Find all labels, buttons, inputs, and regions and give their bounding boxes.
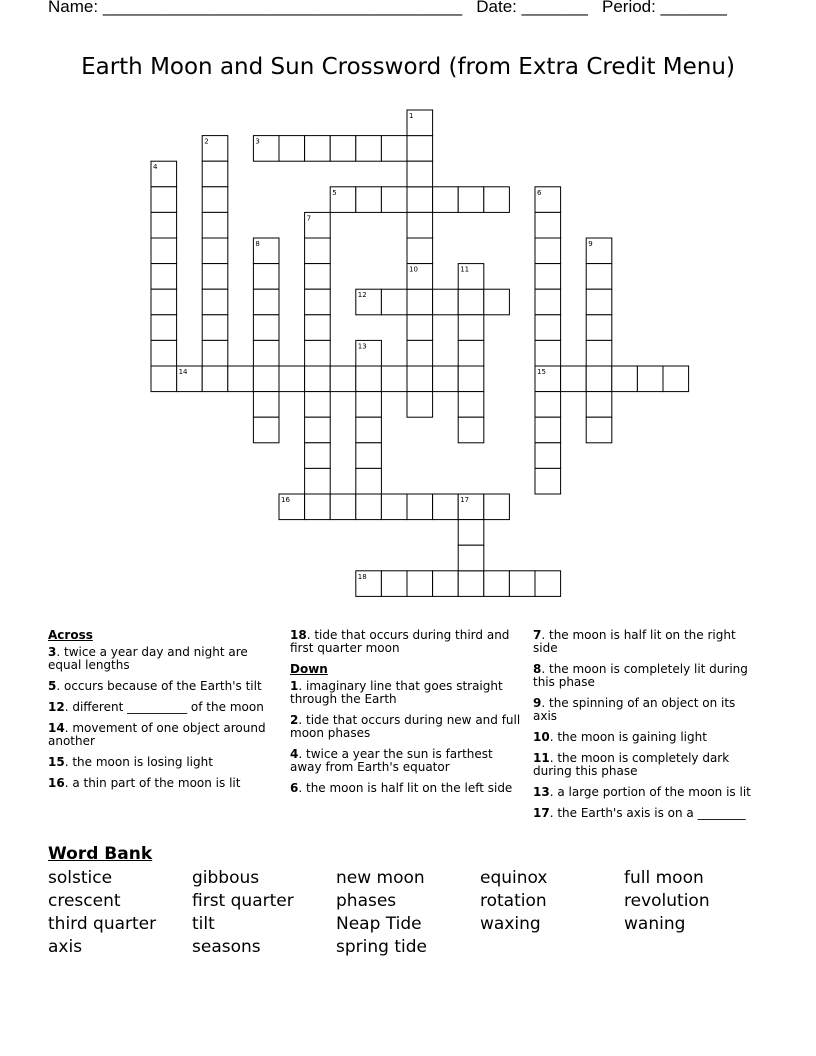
grid-cell[interactable] (356, 494, 382, 520)
grid-cell[interactable] (407, 161, 433, 187)
grid-cell[interactable] (253, 289, 279, 315)
clue-number-label: 1 (409, 112, 414, 120)
grid-cell[interactable] (151, 315, 177, 341)
grid-cell[interactable] (458, 366, 484, 392)
grid-cell[interactable] (305, 494, 331, 520)
grid-cell[interactable] (202, 161, 228, 187)
grid-cell[interactable] (458, 315, 484, 341)
grid-cell[interactable] (586, 417, 612, 443)
grid-cell[interactable] (586, 315, 612, 341)
grid-cell[interactable] (202, 238, 228, 264)
grid-cell[interactable] (535, 571, 561, 597)
clue-number-label: 9 (588, 240, 593, 248)
grid-cell[interactable] (228, 366, 254, 392)
word-bank-item: first quarter (192, 891, 294, 911)
grid-cell[interactable] (484, 289, 510, 315)
grid-cell[interactable] (484, 571, 510, 597)
grid-cell[interactable] (663, 366, 689, 392)
grid-cell[interactable] (202, 340, 228, 366)
word-bank-item: full moon (624, 868, 704, 888)
word-bank-item: rotation (480, 891, 547, 911)
clue-across-16: 16. a thin part of the moon is lit (48, 776, 241, 790)
grid-cell[interactable] (151, 366, 177, 392)
grid-cell[interactable] (356, 417, 382, 443)
clue-number-label: 8 (255, 240, 260, 248)
clues-column-3 (533, 629, 763, 828)
grid-cell[interactable] (151, 264, 177, 290)
clue-down-2: 2. tide that occurs during new and full moon phases (290, 713, 521, 740)
grid-cell[interactable] (305, 289, 331, 315)
grid-cell[interactable] (151, 238, 177, 264)
grid-cell[interactable] (151, 289, 177, 315)
grid-cell[interactable] (381, 136, 407, 162)
grid-cell[interactable] (458, 520, 484, 546)
grid-cell[interactable] (330, 366, 356, 392)
grid-cell[interactable] (561, 366, 587, 392)
clue-across-18: 18. tide that occurs during third and first quarter moon (290, 628, 510, 655)
grid-cell[interactable] (458, 187, 484, 213)
period-label: Period: (602, 0, 656, 16)
grid-cell[interactable] (151, 187, 177, 213)
clue-number-label: 11 (460, 265, 470, 274)
clue-across-12: 12. different __________ of the moon (48, 700, 264, 714)
grid-cell[interactable] (253, 366, 279, 392)
grid-cell[interactable] (151, 340, 177, 366)
grid-cell[interactable] (433, 289, 459, 315)
grid-cell[interactable] (586, 289, 612, 315)
word-bank-item: seasons (192, 937, 261, 957)
grid-cell[interactable] (535, 392, 561, 418)
grid-cell[interactable] (433, 187, 459, 213)
clue-down-13: 13. a large portion of the moon is lit (533, 785, 751, 799)
grid-cell[interactable] (433, 366, 459, 392)
down-heading: Down (290, 662, 328, 676)
clue-number-label: 10 (409, 265, 418, 274)
grid-cell[interactable] (458, 289, 484, 315)
grid-cell[interactable] (509, 571, 535, 597)
clue-number-label: 6 (537, 188, 542, 197)
word-bank-item: waning (624, 914, 686, 934)
period-field[interactable]: _______ (660, 0, 727, 16)
grid-cell[interactable] (356, 468, 382, 494)
grid-cell[interactable] (535, 238, 561, 264)
clues-column-2 (290, 629, 522, 803)
grid-cell[interactable] (535, 289, 561, 315)
word-bank-item: new moon (336, 868, 425, 888)
grid-cell[interactable] (356, 366, 382, 392)
grid-cell[interactable] (305, 468, 331, 494)
grid-cell[interactable] (305, 136, 331, 162)
grid-cell[interactable] (356, 136, 382, 162)
grid-cell[interactable] (202, 212, 228, 238)
grid-cell[interactable] (407, 212, 433, 238)
date-field[interactable]: _______ (521, 0, 588, 16)
grid-cell[interactable] (381, 289, 407, 315)
grid-cell[interactable] (458, 571, 484, 597)
grid-cell[interactable] (535, 340, 561, 366)
grid-cell[interactable] (381, 571, 407, 597)
clue-number-label: 4 (153, 163, 158, 172)
word-bank-item: solstice (48, 868, 113, 888)
grid-cell[interactable] (407, 340, 433, 366)
clue-down-4: 4. twice a year the sun is farthest away from Earth's equator (290, 747, 493, 774)
word-bank-item: equinox (480, 868, 548, 888)
page-title: Earth Moon and Sun Crossword (from Extra Credit Menu) (81, 54, 735, 80)
grid-cell[interactable] (253, 315, 279, 341)
clue-number-label: 13 (357, 342, 367, 351)
grid-cell[interactable] (253, 264, 279, 290)
word-bank-item: tilt (192, 914, 215, 934)
clue-down-9: 9. the spinning of an object on its axis (533, 696, 736, 723)
grid-cell[interactable] (407, 187, 433, 213)
grid-cell[interactable] (305, 392, 331, 418)
grid-cell[interactable] (305, 315, 331, 341)
grid-cell[interactable] (202, 315, 228, 341)
grid-cell[interactable] (586, 392, 612, 418)
clue-number-label: 15 (537, 368, 546, 376)
word-bank-item: third quarter (48, 914, 157, 934)
word-bank (48, 868, 768, 957)
clue-number-label: 2 (204, 137, 209, 146)
clue-down-6: 6. the moon is half lit on the left side (290, 781, 513, 795)
grid-cell[interactable] (407, 571, 433, 597)
grid-cell[interactable] (356, 187, 382, 213)
grid-cell[interactable] (305, 264, 331, 290)
grid-cell[interactable] (279, 136, 305, 162)
grid-cell[interactable] (535, 468, 561, 494)
grid-cell[interactable] (484, 187, 510, 213)
clue-number-label: 5 (332, 188, 337, 197)
clue-down-10: 10. the moon is gaining light (533, 730, 707, 744)
word-bank-item: crescent (48, 891, 121, 911)
grid-cell[interactable] (433, 571, 459, 597)
date-label: Date: (476, 0, 517, 16)
word-bank-item: spring tide (336, 937, 427, 957)
clue-number-label: 17 (460, 496, 470, 504)
grid-cell[interactable] (458, 340, 484, 366)
grid-cell[interactable] (637, 366, 663, 392)
word-bank-item: revolution (624, 891, 710, 911)
clue-number-label: 16 (281, 496, 290, 504)
grid-cell[interactable] (458, 545, 484, 571)
grid-cell[interactable] (151, 212, 177, 238)
name-label: Name: (48, 0, 99, 16)
grid-cell[interactable] (202, 289, 228, 315)
grid-cell[interactable] (253, 392, 279, 418)
grid-cell[interactable] (305, 238, 331, 264)
across-heading: Across (48, 628, 93, 642)
grid-cell[interactable] (330, 494, 356, 520)
grid-cell[interactable] (586, 264, 612, 290)
word-bank-title: Word Bank (48, 844, 153, 864)
grid-cell[interactable] (586, 366, 612, 392)
grid-cell[interactable] (458, 392, 484, 418)
grid-cell[interactable] (535, 417, 561, 443)
grid-cell[interactable] (356, 392, 382, 418)
grid-cell[interactable] (407, 392, 433, 418)
grid-cell[interactable] (535, 264, 561, 290)
grid-cell[interactable] (407, 494, 433, 520)
clue-across-3: 3. twice a year day and night are equal lengths (48, 645, 248, 672)
grid-cell[interactable] (330, 136, 356, 162)
grid-cell[interactable] (356, 443, 382, 469)
grid-cell[interactable] (253, 417, 279, 443)
grid-cell[interactable] (407, 238, 433, 264)
grid-cell[interactable] (202, 264, 228, 290)
grid-cell[interactable] (202, 366, 228, 392)
grid-cell[interactable] (535, 443, 561, 469)
grid-cell[interactable] (407, 366, 433, 392)
clue-down-8: 8. the moon is completely lit during this phase (533, 662, 748, 689)
clue-number-label: 14 (178, 368, 188, 376)
grid-cell[interactable] (433, 494, 459, 520)
clue-number-label: 18 (357, 572, 367, 581)
word-bank-item: phases (336, 891, 397, 911)
grid-cell[interactable] (458, 417, 484, 443)
grid-cell[interactable] (305, 417, 331, 443)
name-field[interactable]: ______________________________________ (102, 0, 463, 16)
grid-cell[interactable] (407, 315, 433, 341)
grid-cell[interactable] (407, 289, 433, 315)
clue-number-label: 7 (306, 214, 312, 223)
word-bank-item: Neap Tide (336, 914, 422, 934)
clue-down-11: 11. the moon is completely dark during this phase (533, 751, 730, 778)
clue-across-5: 5. occurs because of the Earth's tilt (48, 679, 262, 693)
grid-cell[interactable] (253, 340, 279, 366)
grid-cell[interactable] (305, 443, 331, 469)
grid-cell[interactable] (305, 340, 331, 366)
grid-cell[interactable] (535, 212, 561, 238)
grid-cell[interactable] (407, 136, 433, 162)
grid-cell[interactable] (381, 494, 407, 520)
clue-across-14: 14. movement of one object around another (48, 721, 266, 748)
clue-number-label: 12 (357, 291, 367, 300)
grid-cell[interactable] (279, 366, 305, 392)
clues-column-1 (48, 629, 278, 798)
word-bank-item: axis (48, 937, 83, 957)
clue-down-7: 7. the moon is half lit on the right side (533, 628, 736, 655)
grid-cell[interactable] (381, 366, 407, 392)
clue-number-label: 3 (255, 137, 260, 146)
clue-down-1: 1. imaginary line that goes straight through the Earth (290, 679, 503, 706)
grid-cell[interactable] (381, 187, 407, 213)
clue-across-15: 15. the moon is losing light (48, 755, 213, 769)
grid-cell[interactable] (484, 494, 510, 520)
word-bank-item: waxing (480, 914, 541, 934)
grid-cell[interactable] (535, 315, 561, 341)
clue-down-17: 17. the Earth's axis is on a ________ (533, 806, 746, 820)
grid-cell[interactable] (612, 366, 638, 392)
grid-cell[interactable] (202, 187, 228, 213)
grid-cell[interactable] (305, 366, 331, 392)
grid-cell[interactable] (586, 340, 612, 366)
word-bank-item: gibbous (192, 868, 260, 888)
